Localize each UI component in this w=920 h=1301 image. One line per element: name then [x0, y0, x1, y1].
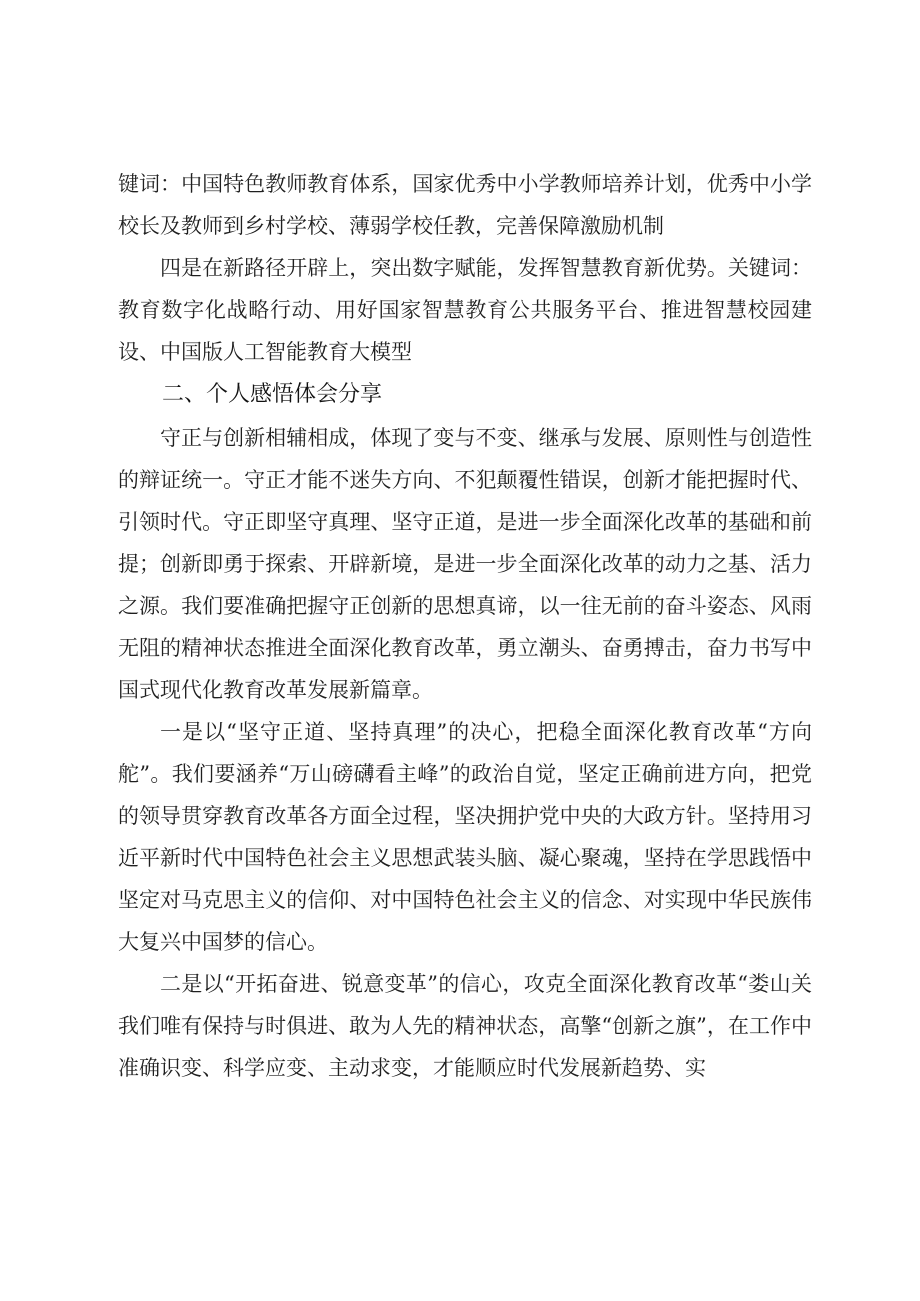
paragraph-point-one: 一是以“坚守正道、坚持真理”的决心，把稳全面深化教育改革“方向舵”。我们要涵养“万山磅礴看主峰”的政治自觉，坚定正确前进方向，把党的领导贯穿教育改革各方面全过程，坚决拥护党中央的大政方针。坚持用习近平新时代中国特色社会主义思想武装头脑、凝心聚魂，坚持在学思践悟中坚定对马克思主义的信仰、对中国特色社会主义的信念、对实现中华民族伟大复兴中国梦的信心。 — [118, 720, 812, 954]
paragraph-keywords-continued: 键词：中国特色教师教育体系，国家优秀中小学教师培养计划，优秀中小学校长及教师到乡村学校、薄弱学校任教，完善保障激励机制 — [118, 172, 812, 238]
paragraph-point-four: 四是在新路径开辟上，突出数字赋能，发挥智慧教育新优势。关键词：教育数字化战略行动、用好国家智慧教育公共服务平台、推进智慧校园建设、中国版人工智能教育大模型 — [118, 256, 812, 364]
paragraph-intro: 守正与创新相辅相成，体现了变与不变、继承与发展、原则性与创造性的辩证统一。守正才能不迷失方向、不犯颠覆性错误，创新才能把握时代、引领时代。守正即坚守真理、坚守正道，是进一步全面深化改革的基础和前提；创新即勇于探索、开辟新境，是进一步全面深化改革的动力之基、活力之源。我们要准确把握守正创新的思想真谛，以一往无前的奋斗姿态、风雨无阻的精神状态推进全面深化教育改革，勇立潮头、奋勇搏击，奋力书写中国式现代化教育改革发展新篇章。 — [118, 426, 812, 702]
paragraph-point-two: 二是以“开拓奋进、锐意变革”的信心，攻克全面深化教育改革“娄山关我们唯有保持与时俱进、敢为人先的精神状态，高擎“创新之旗”，在工作中准确识变、科学应变、主动求变，才能顺应时代发展新趋势、实 — [118, 972, 812, 1080]
document-body — [118, 163, 812, 1089]
section-heading: 二、个人感悟体会分享 — [162, 382, 383, 407]
